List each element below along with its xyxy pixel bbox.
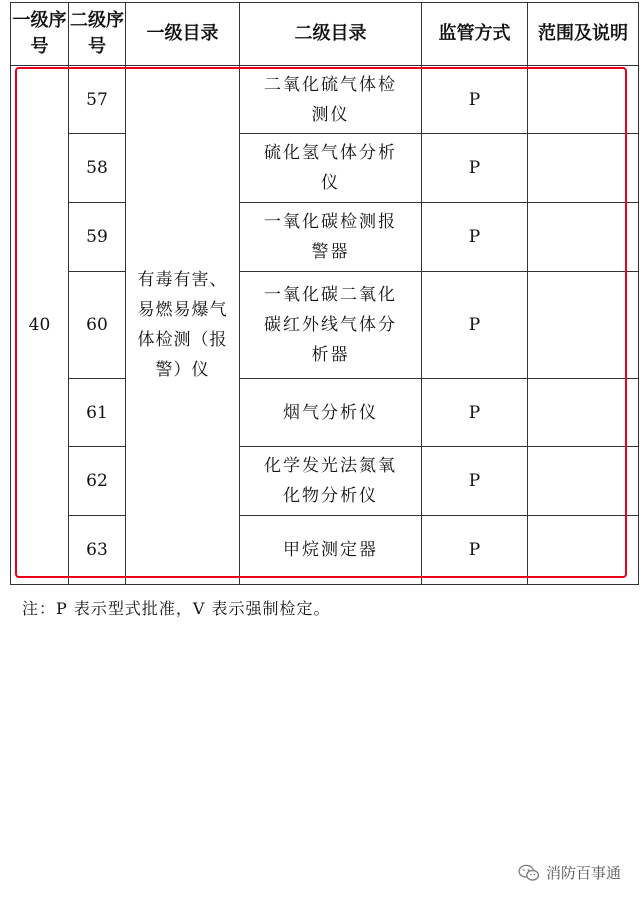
- item-number-cell: 61: [69, 379, 126, 447]
- category2-text: 甲烷测定器: [283, 540, 378, 560]
- category2-cell: [240, 379, 422, 447]
- header-item-no: 二级序号: [69, 3, 126, 66]
- header-group-no: 一级序号: [11, 3, 69, 66]
- category2-text: 一氧化碳检测报警器: [264, 212, 397, 262]
- category1-text: 有毒有害、易燃易爆气体检测（报警）仪: [137, 270, 228, 380]
- scope-cell: [528, 379, 639, 447]
- catalog-table: [10, 2, 639, 585]
- category2-cell: [240, 203, 422, 272]
- item-number-cell: 60: [69, 272, 126, 379]
- category1-cell: [126, 66, 240, 585]
- category2-cell: [240, 66, 422, 134]
- category2-cell: [240, 134, 422, 203]
- method-cell: P: [422, 272, 528, 379]
- scope-cell: [528, 447, 639, 516]
- item-number-cell: 62: [69, 447, 126, 516]
- category2-cell: [240, 272, 422, 379]
- table-row: [11, 379, 639, 447]
- scope-cell: [528, 272, 639, 379]
- category2-text: 化学发光法氮氧化物分析仪: [264, 456, 397, 506]
- footnote: 注：P 表示型式批准，V 表示强制检定。: [22, 599, 331, 618]
- scope-cell: [528, 516, 639, 585]
- method-cell: P: [422, 447, 528, 516]
- item-number-cell: 57: [69, 66, 126, 134]
- category2-text: 烟气分析仪: [283, 402, 378, 423]
- category2-cell: [240, 516, 422, 585]
- table-header-row: [11, 3, 639, 66]
- scope-cell: [528, 134, 639, 203]
- method-cell: P: [422, 516, 528, 585]
- category2-text: 二氧化硫气体检测仪: [264, 74, 397, 125]
- method-cell: P: [422, 66, 528, 134]
- method-cell: P: [422, 134, 528, 203]
- item-number-cell: 63: [69, 516, 126, 585]
- item-number-cell: 58: [69, 134, 126, 203]
- item-number-cell: 59: [69, 203, 126, 272]
- category2-text: 硫化氢气体分析仪: [264, 143, 397, 193]
- table-row: [11, 134, 639, 203]
- header-method: 监管方式: [422, 3, 528, 66]
- table-row: [11, 203, 639, 272]
- category2-text: 一氧化碳二氧化碳红外线气体分析器: [264, 285, 397, 365]
- table-row: [11, 66, 639, 134]
- category2-cell: [240, 447, 422, 516]
- wechat-icon: [518, 864, 540, 882]
- header-scope: 范围及说明: [528, 3, 639, 66]
- scope-cell: [528, 66, 639, 134]
- table-row: [11, 447, 639, 516]
- watermark-text: 消防百事通: [545, 864, 621, 882]
- table-row: [11, 516, 639, 585]
- method-cell: P: [422, 379, 528, 447]
- method-cell: P: [422, 203, 528, 272]
- watermark: [518, 862, 621, 883]
- table-row: [11, 272, 639, 379]
- header-category1: 一级目录: [126, 3, 240, 66]
- scope-cell: [528, 203, 639, 272]
- header-category2: 二级目录: [240, 3, 422, 66]
- group-number-cell: 40: [11, 66, 69, 585]
